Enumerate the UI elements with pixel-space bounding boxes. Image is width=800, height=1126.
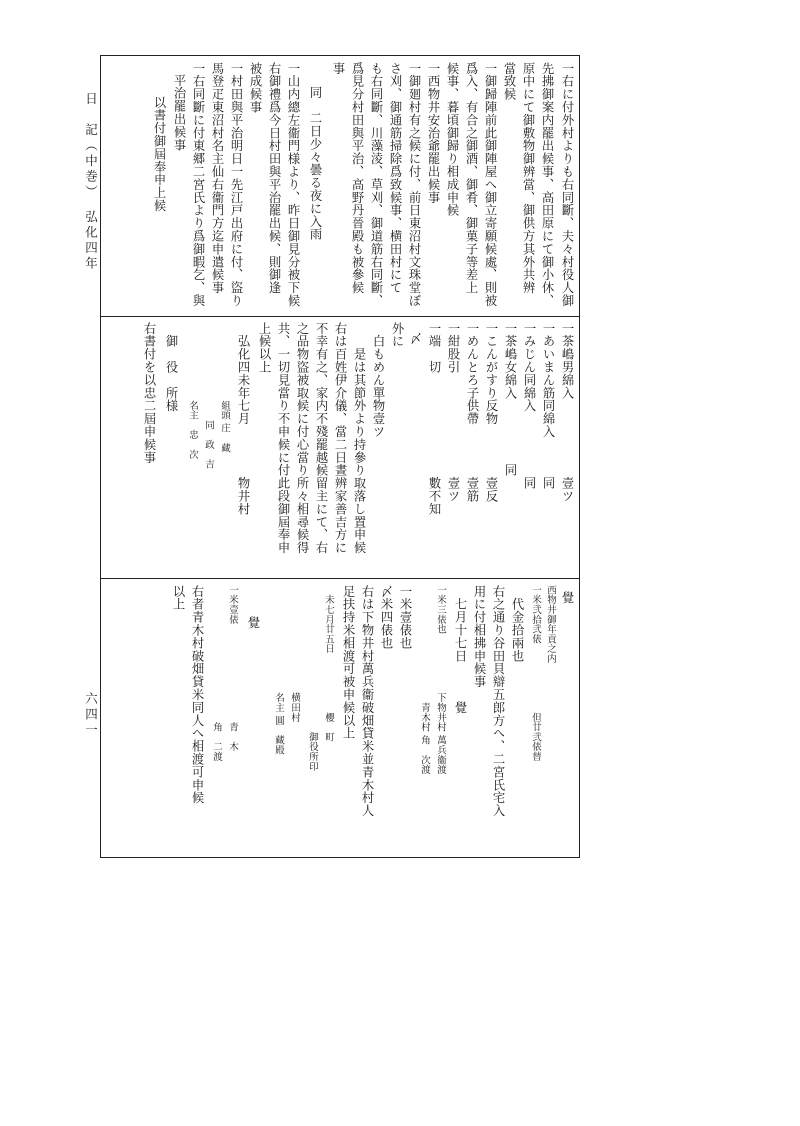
text-line: 一村田與平治明日一先江戸出府に付、盜り [229,62,243,308]
text-line: 一茶嶋女綿入 同 [503,322,517,477]
text-line: 弘化四未年七月 物井村 [236,322,250,516]
text-line: 是は其節外より持參り取落し置申候 [352,322,366,555]
text-line: 青木村 角 次渡 [419,585,430,775]
running-header: 日 記（中巻） 弘化四年 [83,92,99,272]
text-line: 平治罷出候事 [172,74,186,152]
text-line: 西物井御年貢之内 [545,585,556,664]
text-line: 右は下物井村萬兵衞破畑貸米並青木村人 [360,585,374,818]
text-line: 馬登疋東沼村名主仙右衞門方迄申遣候事 [210,62,224,295]
text-line: 白もめん單物壹ツ [371,322,385,439]
section-divider [101,316,579,317]
text-line: 名主 圓 藏殿 [273,585,284,755]
section-divider [101,578,579,579]
text-line: さ刈、御通筋掃除爲致候事、横田村にて [388,62,402,295]
text-line: 以上 [171,585,185,611]
text-line: 代金拾兩也 [510,585,524,663]
text-line: 一茶嶋男綿入 壹ツ [560,322,574,503]
text-line: 〆米四俵也 [379,585,393,650]
text-line: 一西物井安治爺罷出候事 [426,62,440,204]
text-line: 一右同斷に付東郷二宮氏より爲御暇乞、與 [191,62,205,308]
text-line: 右書付を以忠二屆申候事 [142,322,156,464]
text-line: 足扶持米相渡可被申候以上 [341,585,355,740]
text-line: 不幸有之、家内不殘罷越候留主にて、右 [314,322,328,555]
text-line: 爲入、有合之御酒、御肴、御菓子等差上 [464,62,478,295]
text-line: 御役所印 [307,585,318,772]
text-line: 未七月廿五日 櫻 町 [323,585,334,742]
text-line: 同 二日少々曇る夜に入雨 [308,86,322,241]
text-line: も右同斷、川藻淩、草刈、御道筋右同斷、 [369,62,383,308]
text-line: 角 二渡 [211,585,222,762]
text-line: 右は百姓伊介儀、當二日晝辨家善吉方に [333,322,347,555]
text-line: 右之通り谷田貝辯五郎方へ、二宮氏宅入 [491,585,505,818]
text-line: 當致候 [502,62,516,101]
text-line: 被成候事 [248,62,262,114]
page-number: 六四一 [83,692,99,739]
text-line: 外に [390,322,404,348]
text-line: 一右に付外村よりも右同斷、夫々村役人御 [560,62,574,308]
text-line: 一米三俵也 下物井村 萬兵衞渡 [435,585,446,775]
text-line: 先拂御案内罷出候事、高田原にて御小休、 [540,62,554,308]
text-line: 一端 切 數不知 [427,322,441,516]
text-line: 一米壹俵 青 木 [227,585,238,752]
text-line: 之品物盜被取候に付心當り所々相尋候得 [295,322,309,555]
text-line: 候事、暮頃御歸り相成申候 [445,62,459,217]
text-line: 一めんとろ子供帶 壹筋 [465,322,479,503]
text-line: 御 役 所様 [164,322,178,413]
text-line: 一御歸陣前此御陣屋へ御立寄願候處、則被 [483,62,497,308]
text-line: 横田村 [289,585,300,723]
text-line: 〆 [408,332,422,345]
text-line: 一こんがすり反物 壹反 [484,322,498,503]
text-line: 一山内總左衞門様より、昨日御見分被下候 [286,62,300,308]
text-line: 一米弐拾弐俵 但廿弐俵替 [530,585,541,762]
text-line: 一あいまん筋同綿入 同 [541,322,555,490]
text-frame [100,55,580,858]
text-line: 爲見分村田與平治、高野丹晉殿も被參候 [350,62,364,295]
text-line: 上候以上 [257,322,271,374]
text-line: 以書付御屆奉申上候 [152,96,166,213]
text-line: 覺 [560,591,574,604]
text-line: 一御廻村有之候に付、前日東沼村文珠堂ぼ [407,62,421,308]
text-line: 一みじん同綿入 同 [522,322,536,490]
text-line: 共、一切見當り不申候に付此段御屆奉申 [276,322,290,555]
text-line: 覺 [246,616,260,629]
text-line: 右御禮爲今日村田與平治罷出候、則御逢 [267,62,281,295]
text-line: 名主 忠 次 [187,322,198,460]
text-line: 組頭 庄 藏 [219,322,230,453]
text-line: 一紺股引 壹ツ [446,322,460,503]
text-line: 用に付相拂申候事 [472,585,486,689]
text-line: 右者青木村破畑貸米同人へ相渡可申候 [190,585,204,805]
text-line: 七月十七日 覺 [453,585,467,714]
text-line: 事 [331,62,345,75]
text-line: 一米壹俵也 [398,585,412,650]
text-line: 同 政 吉 [203,322,214,469]
text-line: 原中にて御敷物御辨當、御供方其外共辨 [521,62,535,295]
